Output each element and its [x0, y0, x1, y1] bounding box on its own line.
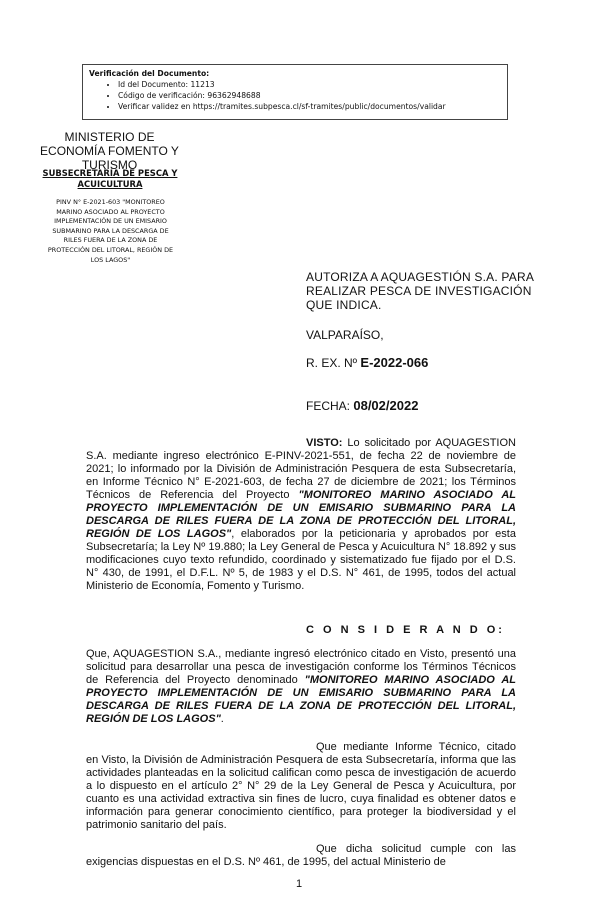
considerando-paragraph-2: Que mediante Informe Técnico, citado en Visto, la División de Administración Pesquera de esta Subsecretaría, informa que las actividades planteadas en la solicitud califican como pesca de investigación de acuerdo a lo dispuesto en el artículo 2° N° 29 de la Ley General de Pesca y Acuicultura, por cuanto es una actividad extractiva sin fines de lucro, cuya finalidad es obtener datos e información para generar conocimiento científico, para proteger la biodiversidad y el patrimonio sanitario del país.: [86, 741, 516, 831]
considerando-paragraph-1: [86, 648, 516, 726]
verification-url[interactable]: • Verificar validez en https://tramites.subpesca.cl/sf-tramites/public/documentos/validar: [118, 101, 507, 112]
resolution-subject: AUTORIZA A AQUAGESTIÓN S.A. PARA REALIZAR PESCA DE INVESTIGACIÓN QUE INDICA.: [306, 270, 534, 312]
fecha-value: 08/02/2022: [353, 398, 419, 413]
considerando-p1-project: "MONITOREO MARINO ASOCIADO AL PROYECTO IMPLEMENTACIÓN DE UN EMISARIO SUBMARINO PARA LA DESCARGA DE RILES FUERA DE LA ZONA DE PROTECCIÓN DEL LITORAL, REGIÓN DE LOS LAGOS": [86, 674, 516, 725]
considerando-p1-end: .: [220, 713, 224, 725]
resolution-number: [306, 355, 428, 370]
visto-project-title: "MONITOREO MARINO ASOCIADO AL PROYECTO IMPLEMENTACIÓN DE UN EMISARIO SUBMARINO PARA LA DESCARGA DE RILES FUERA DE LA ZONA DE PROTECCIÓN DEL LITORAL, REGIÓN DE LOS LAGOS": [86, 489, 516, 540]
fecha-label: FECHA:: [306, 399, 351, 413]
verification-title: Verificación del Documento:: [89, 69, 210, 78]
visto-text-b: , elaborados por la peticionaria y aprobados por esta Subsecretaría; la Ley Nº 19.880; la Ley General de Pesca y Acuicultura N° 18.892 y sus modificaciones cuyo texto refundido, coordinado y sistematizado fue fijado por el D.S. N° 430, de 1991, el D.F.L. Nº 5, de 1983 y el D.S. N° 461, de 1995, todos del actual Ministerio de Economía, Fomento y Turismo.: [86, 528, 516, 592]
considerando-p1-text: Que, AQUAGESTION S.A., mediante ingresó electrónico citado en Visto, presentó una solicitud para desarrollar una pesca de investigación conforme los Términos Técnicos de Referencia del Proyecto denominado: [86, 648, 516, 686]
page-number: 1: [296, 878, 303, 890]
place: VALPARAÍSO,: [306, 328, 384, 342]
visto-text-a: Lo solicitado por AQUAGESTION S.A. mediante ingreso electrónico E-PINV-2021-551, de fecha 22 de noviembre de 2021; lo informado por la División de Administración Pesquera de esta Subsecretaría, en Informe Técnico N° E-2021-603, de fecha 27 de diciembre de 2021; los Términos Técnicos de Referencia del Proyecto: [86, 437, 516, 501]
rex-number: E-2022-066: [360, 355, 429, 370]
verification-box: [82, 64, 508, 120]
considerando-heading: C O N S I D E R A N D O:: [306, 624, 505, 636]
pinv-reference: PINV N° E-2021-603 "MONITOREO MARINO ASOCIADO AL PROYECTO IMPLEMENTACIÓN DE UN EMISARIO SUBMARINO PARA LA DESCARGA DE RILES FUERA DE LA ZONA DE PROTECCIÓN DEL LITORAL, REGIÓN DE LOS LAGOS": [47, 198, 174, 264]
subsecretaria-name: SUBSECRETARÍA DE PESCA Y ACUICULTURA: [42, 168, 178, 189]
verification-code: • Código de verificación: 96362948688: [118, 90, 507, 101]
visto-paragraph: [86, 437, 516, 593]
considerando-paragraph-3: Que dicha solicitud cumple con las exigencias dispuestas en el D.S. Nº 461, de 1995, del actual Ministerio de: [86, 843, 516, 868]
ministry-name: MINISTERIO DE ECONOMÍA FOMENTO Y TURISMO: [40, 130, 179, 172]
verification-list: [83, 79, 507, 112]
visto-label: VISTO:: [306, 437, 343, 449]
resolution-date: [306, 398, 418, 413]
rex-label: R. EX. Nº: [306, 356, 358, 370]
verification-id: • Id del Documento: 11213: [118, 79, 507, 90]
